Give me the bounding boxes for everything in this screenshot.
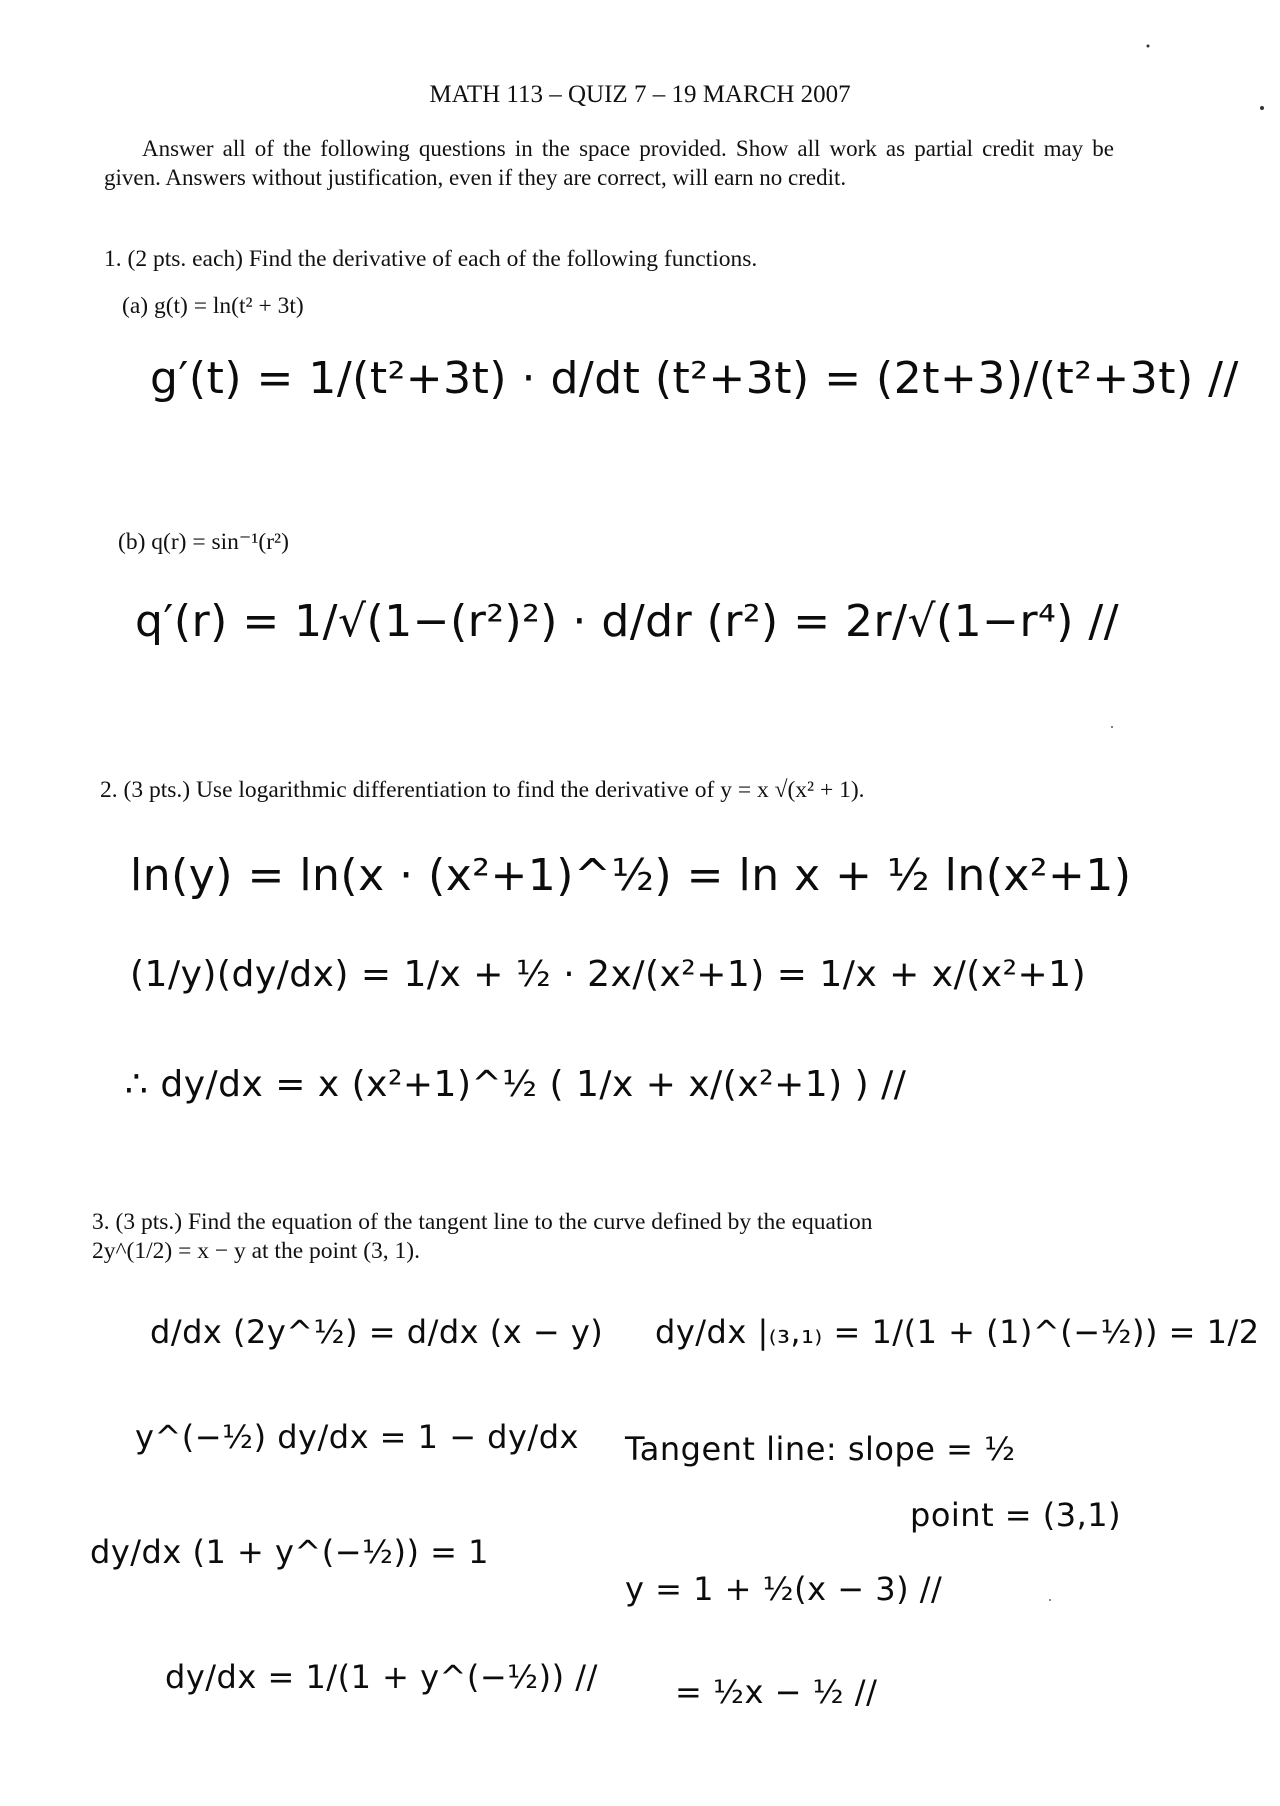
instructions-paragraph: Answer all of the following questions in the space provided. Show all work as partial credit may be given. Answers without justification, even if they are correct, will earn no credit. bbox=[104, 136, 1114, 190]
question-3-left-work-line-4: dy/dx = 1/(1 + y^(−½)) // bbox=[165, 1658, 598, 1696]
question-3-right-work-line-3: point = (3,1) bbox=[910, 1496, 1122, 1534]
question-1a-label: (a) g(t) = ln(t² + 3t) bbox=[122, 293, 304, 319]
question-2-prompt: 2. (3 pts.) Use logarithmic differentiation to find the derivative of y = x √(x² + 1). bbox=[100, 777, 865, 803]
question-2-work-line-1: ln(y) = ln(x · (x²+1)^½) = ln x + ½ ln(x²+1) bbox=[130, 850, 1132, 901]
quiz-title: MATH 113 – QUIZ 7 – 19 MARCH 2007 bbox=[429, 81, 851, 108]
question-2-work-line-3: ∴ dy/dx = x (x²+1)^½ ( 1/x + x/(x²+1) ) // bbox=[125, 1064, 907, 1105]
question-1b-handwritten-answer: q′(r) = 1/√(1−(r²)²) · d/dr (r²) = 2r/√(1−r⁴) // bbox=[135, 596, 1120, 647]
question-1a-handwritten-answer: g′(t) = 1/(t²+3t) · d/dt (t²+3t) = (2t+3)/(t²+3t) // bbox=[150, 353, 1239, 404]
question-3-right-work-line-4: y = 1 + ½(x − 3) // bbox=[625, 1570, 943, 1608]
question-2-work-line-2: (1/y)(dy/dx) = 1/x + ½ · 2x/(x²+1) = 1/x + x/(x²+1) bbox=[130, 954, 1087, 995]
question-1b-label: (b) q(r) = sin⁻¹(r²) bbox=[118, 529, 289, 555]
question-3-right-work-line-5: = ½x − ½ // bbox=[675, 1673, 878, 1711]
question-1-prompt: 1. (2 pts. each) Find the derivative of each of the following functions. bbox=[104, 246, 758, 272]
question-3-left-work-line-1: d/dx (2y^½) = d/dx (x − y) bbox=[150, 1313, 604, 1351]
question-3-right-work-line-2: Tangent line: slope = ½ bbox=[625, 1430, 1016, 1468]
question-3-prompt-line-2: 2y^(1/2) = x − y at the point (3, 1). bbox=[92, 1238, 420, 1264]
question-3-left-work-line-3: dy/dx (1 + y^(−½)) = 1 bbox=[90, 1533, 489, 1571]
question-3-right-work-line-1: dy/dx |₍₃,₁₎ = 1/(1 + (1)^(−½)) = 1/2 bbox=[655, 1313, 1260, 1351]
question-3-prompt-line-1: 3. (3 pts.) Find the equation of the tangent line to the curve defined by the equation bbox=[92, 1209, 873, 1235]
question-3-left-work-line-2: y^(−½) dy/dx = 1 − dy/dx bbox=[135, 1418, 579, 1456]
